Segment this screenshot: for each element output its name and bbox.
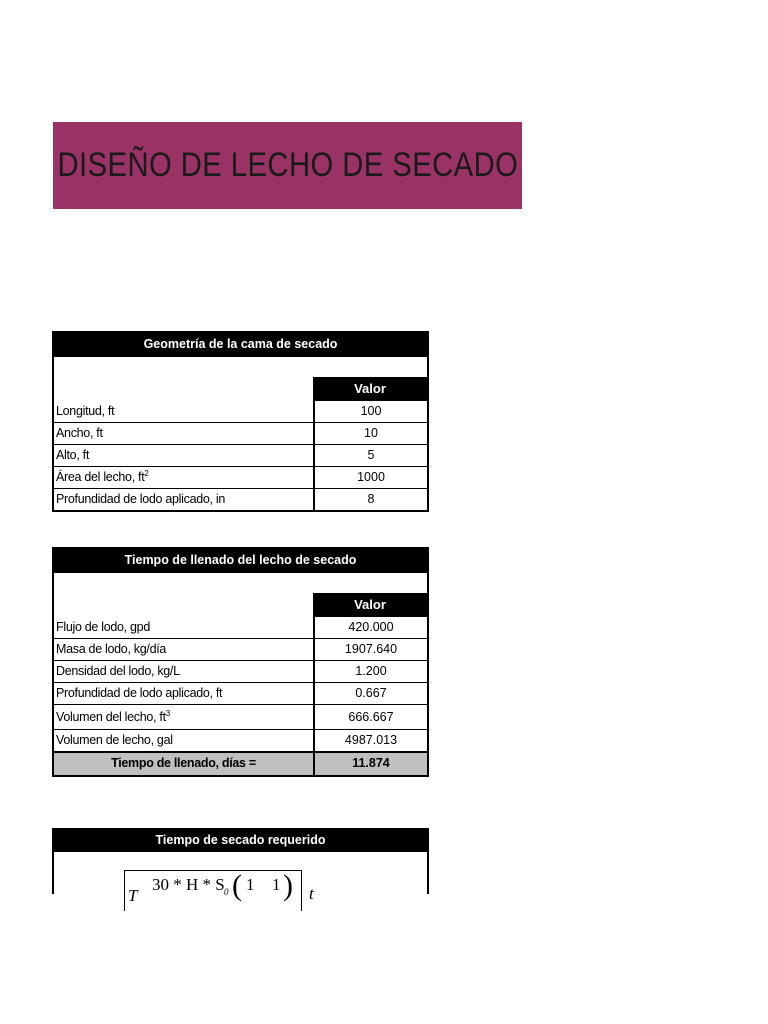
row-label [54, 705, 313, 729]
filling-table-header: Tiempo de llenado del lecho de secado [54, 549, 427, 573]
row-value: 1000 [313, 467, 427, 488]
row-label: Alto, ft [56, 448, 90, 462]
row-label: Profundidad de lodo aplicado, in [56, 492, 226, 506]
table-row [54, 401, 427, 422]
total-label: Tiempo de llenado, días = [111, 756, 256, 770]
row-label-exponent: 3 [165, 709, 170, 718]
formula-one-a: 1 [246, 875, 255, 894]
drying-table [52, 828, 429, 905]
table-row [54, 704, 427, 729]
value-header-row [54, 377, 427, 401]
row-label: Volumen de lecho, gal [56, 733, 173, 747]
table-row [54, 617, 427, 638]
row-value: 1907.640 [313, 639, 427, 660]
row-value: 8 [313, 489, 427, 510]
filling-table [52, 547, 429, 777]
table-row [54, 660, 427, 682]
row-label-text: Área del lecho, ft [56, 470, 145, 484]
formula-tail: t [309, 884, 314, 903]
geometry-table [52, 331, 429, 512]
row-value: 666.667 [313, 705, 427, 729]
row-label: Densidad del lodo, kg/L [56, 664, 180, 678]
row-label-exponent: 2 [144, 469, 149, 478]
table-row [54, 638, 427, 660]
row-label: Ancho, ft [56, 426, 103, 440]
spacer [54, 357, 427, 377]
formula-one-b: 1 [272, 875, 281, 894]
drying-table-header: Tiempo de secado requerido [54, 828, 427, 852]
formula-subscript: 0 [224, 887, 229, 897]
table-row [54, 466, 427, 488]
row-label: Flujo de lodo, gpd [56, 620, 150, 634]
table-row [54, 444, 427, 466]
row-label: Longitud, ft [56, 404, 115, 418]
table-row [54, 729, 427, 751]
row-value: 5 [313, 445, 427, 466]
title-banner [53, 122, 522, 209]
row-value: 1.200 [313, 661, 427, 682]
row-label [54, 467, 313, 488]
formula-numerator [152, 875, 225, 895]
row-value: 10 [313, 423, 427, 444]
drying-formula [124, 869, 314, 911]
geometry-table-header: Geometría de la cama de secado [54, 333, 427, 357]
formula-numerator-text: 30 * H * S [152, 875, 225, 894]
row-label-text: Volumen del lecho, ft [56, 710, 166, 724]
total-value: 11.874 [313, 753, 427, 775]
formula-t: T [128, 886, 138, 905]
page-title: DISEÑO DE LECHO DE SECADO [57, 146, 518, 184]
table-row [54, 488, 427, 510]
formula-paren-close: ) [283, 869, 293, 902]
spacer [54, 573, 427, 593]
row-value: 0.667 [313, 683, 427, 704]
row-value: 100 [313, 401, 427, 422]
value-column-header: Valor [313, 593, 427, 617]
value-header-row [54, 593, 427, 617]
table-row [54, 422, 427, 444]
row-value: 420.000 [313, 617, 427, 638]
table-row [54, 682, 427, 704]
row-label: Masa de lodo, kg/día [56, 642, 167, 656]
total-row [54, 751, 427, 775]
row-label: Profundidad de lodo aplicado, ft [56, 686, 223, 700]
value-column-header: Valor [313, 377, 427, 401]
formula-paren-open: ( [232, 869, 242, 902]
row-value: 4987.013 [313, 730, 427, 751]
